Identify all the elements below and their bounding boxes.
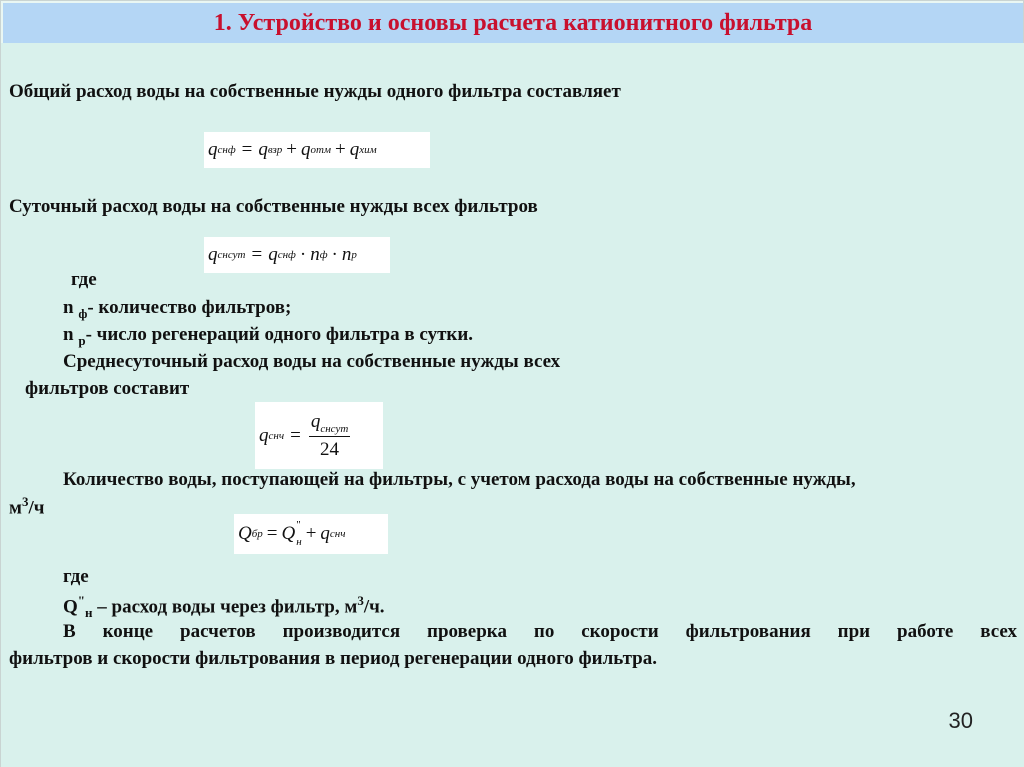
paragraph-quantity-unit: $м^3/ч$ <box>9 494 45 519</box>
definition-n-r: n $_р$- число регенераций одного фильтра в сутки. <box>63 324 474 348</box>
paragraph-average-line1: Среднесуточный расход воды на собственные нужды всех <box>63 351 561 372</box>
where-label-1: где <box>71 269 97 290</box>
formula-q-snsut: q снсут = q снф · n ф · n р <box>204 237 390 273</box>
title-bar <box>3 3 1023 43</box>
definition-n-f: n $_ф$- количество фильтров; <box>63 297 292 321</box>
fraction: $\frac{q_{снсут}}{24}$ <box>310 410 349 460</box>
paragraph-quantity-line1: Количество воды, поступающей на фильтры, с учетом расхода воды на собственные нужды, <box>63 469 856 490</box>
paragraph-total-consumption: Общий расход воды на собственные нужды одного фильтра составляет <box>9 81 621 102</box>
paragraph-final-line1: В конце расчетов производится проверка по скорости фильтрования при работе всех <box>63 621 1017 642</box>
formula-q-br: Q бр = Q " н + q снч <box>234 514 388 554</box>
page-number: 30 <box>948 708 973 733</box>
formula-q-snch: q снч = $\frac{q_{снсут}}{24}$ <box>255 402 383 469</box>
formula-q-snf: q снф = q взр + q отм + q хим <box>204 132 430 168</box>
paragraph-average-line2: фильтров составит <box>25 378 190 399</box>
where-label-2: где <box>63 566 89 587</box>
paragraph-final-line2: фильтров и скорости фильтрования в период регенерации одного фильтра. <box>9 648 657 669</box>
slide-title: 1. Устройство и основы расчета катионитного фильтра <box>213 9 813 36</box>
paragraph-daily-consumption: Суточный расход воды на собственные нужды всех фильтров <box>9 196 538 217</box>
definition-q-n: $Q^"_н$ – расход воды через фильтр, $м^3/ч$. <box>63 593 385 621</box>
